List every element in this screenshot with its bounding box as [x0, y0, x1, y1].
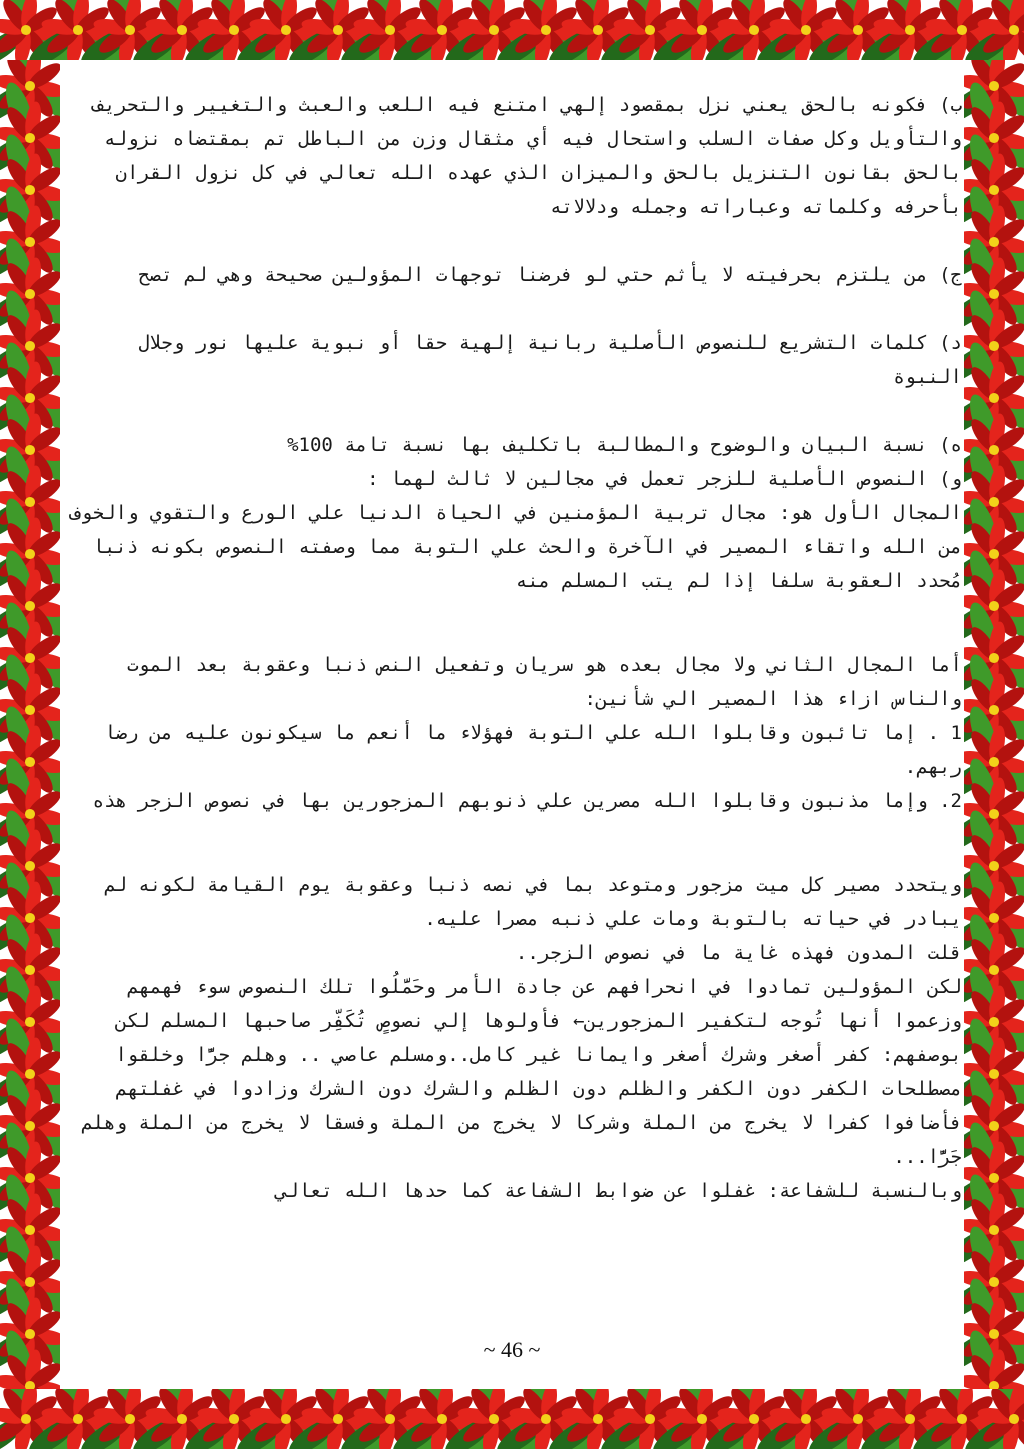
list-item-2: 2. وإما مذنبون وقابلوا الله مصرين علي ذنوبهم المزجورين بها في نصوص الزجر هذه [92, 790, 962, 812]
paragraph-d: د) كلمات التشريع للنصوص الأصلية ربانية إلهية حقا أو نبوية عليها نور وجلال النبوة [138, 332, 962, 388]
spacer [62, 394, 962, 428]
poinsettia-border-right [964, 60, 1024, 1389]
spacer [62, 224, 962, 258]
spacer [62, 598, 962, 648]
paragraph-w: و) النصوص الأصلية للزجر تعمل في مجالين لا ثالث لهما : [367, 468, 962, 490]
paragraph-j: ج) من يلتزم بحرفيته لا يأثم حتي لو فرضنا توجهات المؤولين صحيحة وهي لم تصح [138, 264, 962, 286]
paragraph-h: ه) نسبة البيان والوضوح والمطالبة باتكليف بها نسبة تامة 100% [287, 434, 962, 456]
paragraph-second-field: أما المجال الثاني ولا مجال بعده هو سريان وتفعيل النص ذنبا وعقوبة بعد الموت والناس ازاء هذا المصير الي شأنين: [126, 654, 962, 710]
paragraph-b: ب) فكونه بالحق يعني نزل بمقصود إلهي امتنع فيه اللعب والعبث والتغيير والتحريف والتأويل وكل صفات السلب واستحال فيه أي مثقال وزن من الباطل تم بمقتضاه نزوله بالحق بقانون التنزيل بالحق والميزان الذي عهده الله تعالي في كل نزول القران بأحرفه وكلماته وعباراته وجمله ودلالاته [92, 94, 962, 218]
paragraph-intercession: وبالنسبة للشفاعة: غفلوا عن ضوابط الشفاعة كما حدها الله تعالي [275, 1180, 962, 1202]
poinsettia-border-bottom [0, 1389, 1024, 1449]
spacer [62, 818, 962, 868]
list-item-1: 1 . إما تائبون وقابلوا الله علي التوبة فهؤلاء ما أنعم ما سيكونون عليه من رضا ربهم. [104, 722, 962, 778]
paragraph-interpreters: لكن المؤولين تمادوا في انحرافهم عن جادة الأمر وحَمَّلُوا تلك النصوص سوء فهمهم وزعموا أنها تُوجه لتكفير المزجورين← فأولوها إلي نصوصٍ تُكَفِّر صاحبها المسلم لكن بوصفهم: كفر أصغر وشرك أصغر وايمانا غير كامل..ومسلم عاصي .. وهلم جرًّا وخلقوا مصطلحات الكفر دون الكفر والظلم دون الظلم والشرك دون الشرك وزادوا في غفلتهم فأضافوا كفرا لا يخرج من الملة وشركا لا يخرج من الملة وفسقا لا يخرج من الملة وهلم جَرًّا... [81, 976, 962, 1168]
paragraph-first-field: المجال الأول هو: مجال تربية المؤمنين في الحياة الدنيا علي الورع والتقوي والخوف من الله واتقاء المصير في الآخرة والحث علي التوبة مما وصفته النصوص بكونه ذنبا مُحدد العقوبة سلفا إذا لم يتب المسلم منه [69, 502, 962, 592]
paragraph-destiny: ويتحدد مصير كل ميت مزجور ومتوعد بما في نصه ذنبا وعقوبة يوم القيامة لكونه لم يبادر في حياته بالتوبة ومات علي ذنبه مصرا عليه. [104, 874, 962, 930]
spacer [62, 292, 962, 326]
paragraph-blogger: قلت المدون فهذه غاية ما في نصوص الزجر.. [515, 942, 962, 964]
page-body [62, 88, 962, 1378]
poinsettia-border-left [0, 60, 60, 1389]
page-number: ~ 46 ~ [483, 1337, 541, 1362]
poinsettia-border-top [0, 0, 1024, 60]
